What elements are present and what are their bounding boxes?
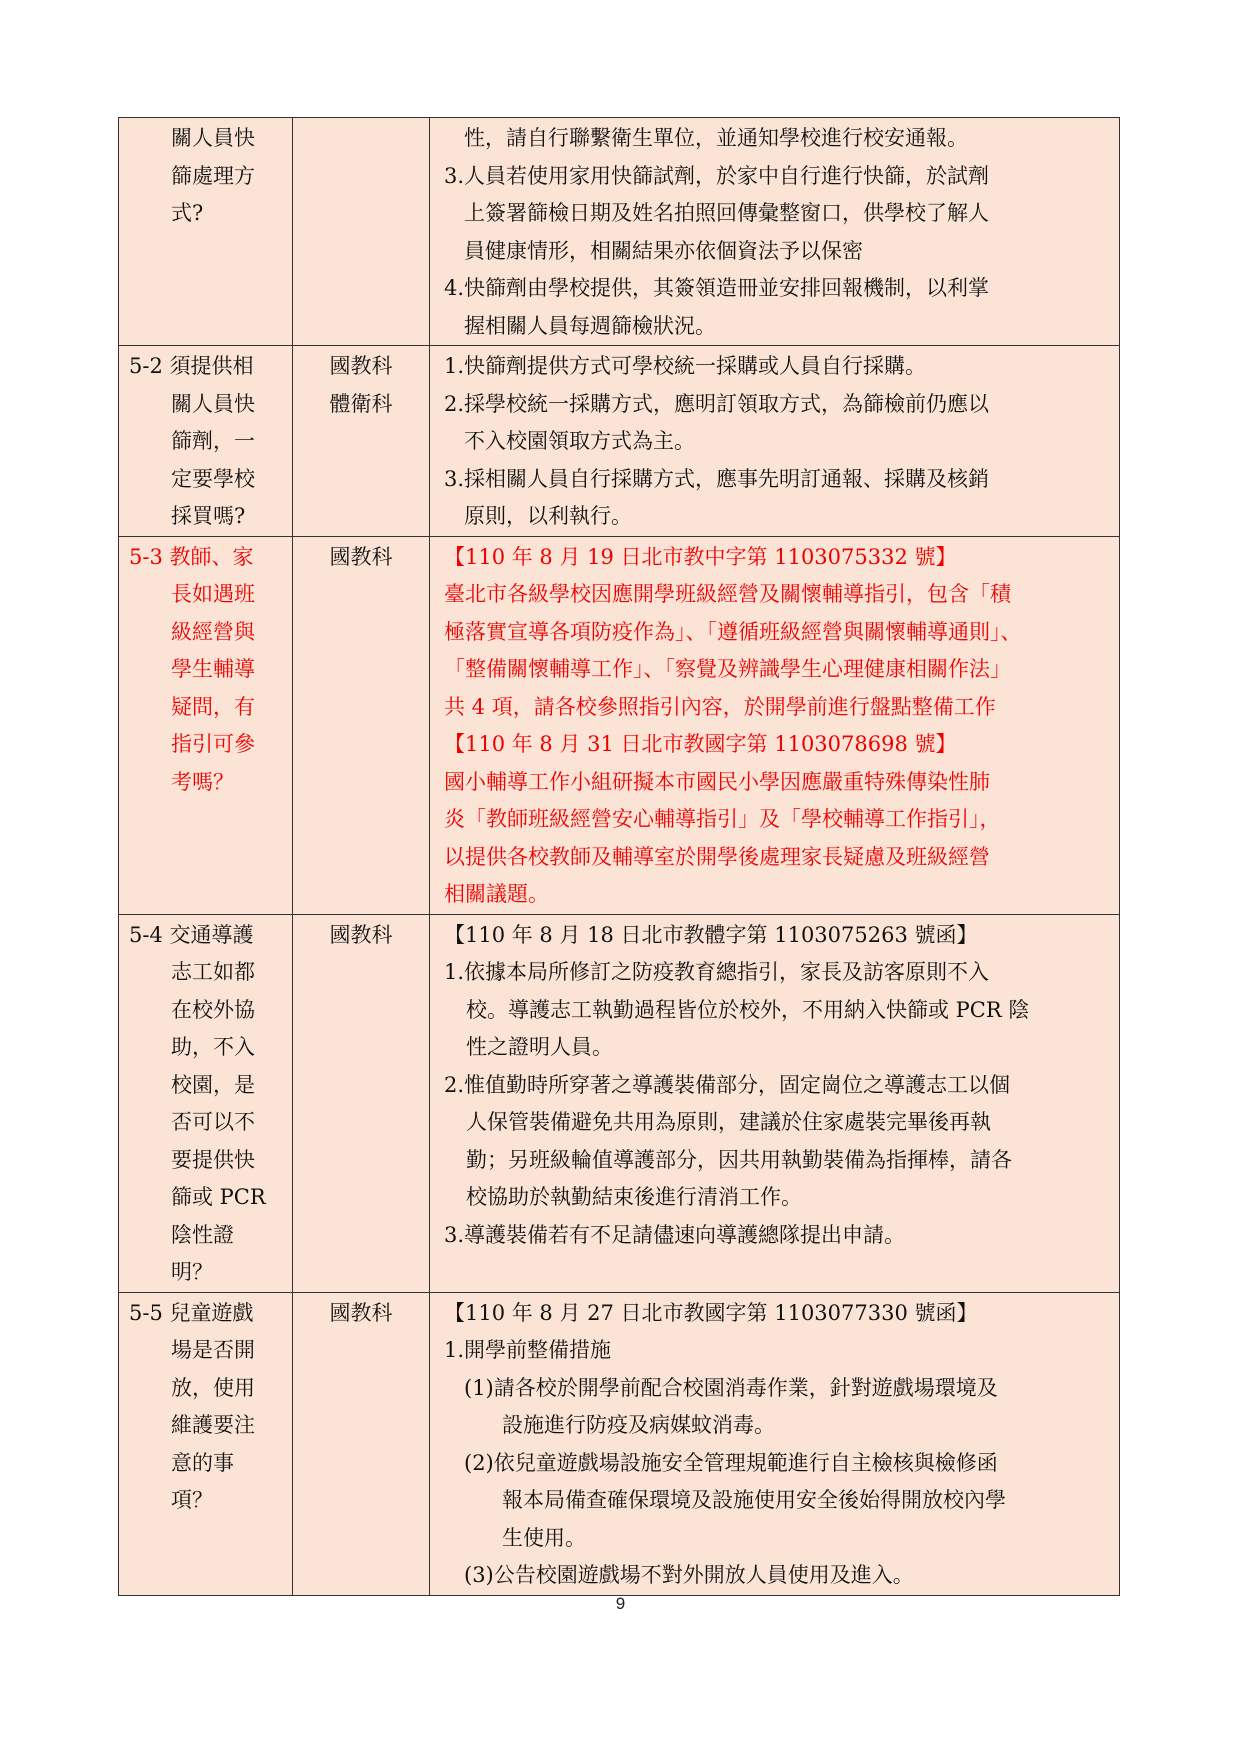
question-line: 5-5 兒童遊戲 xyxy=(129,1300,254,1325)
question-line: 否可以不 xyxy=(171,1110,255,1134)
question-line: 篩劑，一 xyxy=(171,429,255,453)
answer-line: 4.快篩劑由學校提供，其簽領造冊並安排回報機制，以利掌 xyxy=(444,276,990,300)
question-line: 場是否開 xyxy=(171,1338,255,1362)
answer-line: 握相關人員每週篩檢狀況。 xyxy=(464,313,716,338)
question-line: 助，不入 xyxy=(171,1035,255,1059)
question-line: 定要學校 xyxy=(171,466,255,491)
department-cell xyxy=(293,346,430,537)
department-cell xyxy=(293,914,430,1292)
question-line: 長如遇班 xyxy=(171,582,255,606)
answer-line: 校。導護志工執勤過程皆位於校外，不用納入快篩或 PCR 陰 xyxy=(466,997,1030,1022)
answer-line: 1.快篩劑提供方式可學校統一採購或人員自行採購。 xyxy=(444,354,927,378)
department-name: 體衛科 xyxy=(329,391,393,416)
answer-line: 人保管裝備避免共用為原則，建議於住家處裝完畢後再執 xyxy=(466,1110,991,1134)
table-row xyxy=(119,118,1120,346)
question-line: 在校外協 xyxy=(171,997,255,1022)
answer-line: 性之證明人員。 xyxy=(466,1035,613,1059)
question-line: 考嗎？ xyxy=(171,769,234,794)
answer-line: 1.依據本局所修訂之防疫教育總指引，家長及訪客原則不入 xyxy=(444,960,990,984)
answer-cell xyxy=(430,1292,1120,1595)
answer-cell xyxy=(430,118,1120,346)
question-line: 志工如都 xyxy=(171,960,255,984)
question-line: 關人員快 xyxy=(171,126,255,150)
answer-line: 性，請自行聯繫衛生單位，並通知學校進行校安通報。 xyxy=(464,126,968,150)
answer-line: 2.採學校統一採購方式，應明訂領取方式，為篩檢前仍應以 xyxy=(444,391,990,416)
question-line: 關人員快 xyxy=(171,391,255,416)
answer-line: 生使用。 xyxy=(502,1525,586,1550)
faq-table xyxy=(118,117,1120,1596)
department-name: 國教科 xyxy=(329,544,393,569)
question-cell xyxy=(119,1292,293,1595)
question-line: 維護要注 xyxy=(171,1413,255,1437)
answer-line: (3)公告校園遊戲場不對外開放人員使用及進入。 xyxy=(464,1563,914,1587)
table-row xyxy=(119,1292,1120,1595)
answer-cell xyxy=(430,536,1120,914)
page-number: 9 xyxy=(615,1594,626,1613)
question-line: 5-3 教師、家 xyxy=(129,544,254,569)
table-row xyxy=(119,346,1120,537)
answer-line: 【110 年 8 月 27 日北市教國字第 1103077330 號函】 xyxy=(444,1300,978,1325)
answer-line: 上簽署篩檢日期及姓名拍照回傳彙整窗口，供學校了解人 xyxy=(464,201,989,225)
answer-line: 共 4 項，請各校參照指引內容，於開學前進行盤點整備工作 xyxy=(444,694,996,719)
answer-cell xyxy=(430,346,1120,537)
question-line: 要提供快 xyxy=(171,1147,255,1172)
answer-line: 校協助於執勤結束後進行清消工作。 xyxy=(466,1185,802,1209)
question-line: 級經營與 xyxy=(171,619,255,644)
answer-line: 報本局備查確保環境及設施使用安全後始得開放校內學 xyxy=(502,1488,1006,1512)
table-row xyxy=(119,914,1120,1292)
answer-line: 炎「教師班級經營安心輔導指引」及「學校輔導工作指引」， xyxy=(444,807,1001,831)
answer-line: 不入校園領取方式為主。 xyxy=(464,429,695,453)
answer-line: 勤；另班級輪值導護部分，因共用執勤裝備為指揮棒，請各 xyxy=(466,1147,1012,1172)
question-line: 項？ xyxy=(171,1488,213,1512)
answer-line: 員健康情形，相關結果亦依個資法予以保密 xyxy=(464,238,863,263)
answer-line: 3.導護裝備若有不足請儘速向導護總隊提出申請。 xyxy=(444,1222,906,1247)
question-line: 5-2 須提供相 xyxy=(129,354,254,378)
question-line: 疑問，有 xyxy=(171,694,255,719)
answer-line: 3.人員若使用家用快篩試劑，於家中自行進行快篩，於試劑 xyxy=(444,163,990,188)
question-cell xyxy=(119,914,293,1292)
answer-line: 【110 年 8 月 19 日北市教中字第 1103075332 號】 xyxy=(444,544,957,569)
question-line: 校園，是 xyxy=(171,1072,255,1097)
answer-line: 【110 年 8 月 18 日北市教體字第 1103075263 號函】 xyxy=(444,922,978,947)
answer-line: 國小輔導工作小組研擬本市國民小學因應嚴重特殊傳染性肺 xyxy=(444,769,990,794)
question-line: 式? xyxy=(171,201,204,225)
answer-line: 原則，以利執行。 xyxy=(464,504,632,528)
answer-line: 1.開學前整備措施 xyxy=(444,1338,612,1362)
answer-line: 【110 年 8 月 31 日北市教國字第 1103078698 號】 xyxy=(444,732,957,756)
question-line: 放，使用 xyxy=(171,1375,255,1400)
table-row xyxy=(119,536,1120,914)
department-cell xyxy=(293,118,430,346)
question-line: 5-4 交通導護 xyxy=(129,922,254,947)
department-name: 國教科 xyxy=(329,1300,393,1325)
question-line: 明？ xyxy=(171,1260,213,1284)
answer-line: 極落實宣導各項防疫作為」、「遵循班級經營與關懷輔導通則」、 xyxy=(444,619,1022,644)
department-name: 國教科 xyxy=(329,354,393,378)
question-line: 採買嗎? xyxy=(171,504,246,528)
question-line: 陰性證 xyxy=(171,1222,234,1247)
question-line: 指引可參 xyxy=(171,732,255,756)
question-cell xyxy=(119,536,293,914)
question-line: 學生輔導 xyxy=(171,657,255,681)
question-cell xyxy=(119,346,293,537)
question-line: 篩或 PCR xyxy=(171,1185,266,1209)
answer-line: 設施進行防疫及病媒蚊消毒。 xyxy=(502,1413,775,1437)
question-line: 篩處理方 xyxy=(171,163,255,188)
answer-line: 臺北市各級學校因應開學班級經營及關懷輔導指引，包含「積 xyxy=(444,582,1011,606)
department-cell xyxy=(293,1292,430,1595)
answer-line: 「整備關懷輔導工作」、「察覺及辨識學生心理健康相關作法」 xyxy=(444,657,1011,681)
answer-line: 以提供各校教師及輔導室於開學後處理家長疑慮及班級經營 xyxy=(444,844,990,869)
question-cell xyxy=(119,118,293,346)
department-name: 國教科 xyxy=(329,922,393,947)
answer-line: (1)請各校於開學前配合校園消毒作業，針對遊戲場環境及 xyxy=(464,1375,998,1400)
question-line: 意的事 xyxy=(171,1450,234,1475)
answer-line: (2)依兒童遊戲場設施安全管理規範進行自主檢核與檢修函 xyxy=(464,1450,998,1475)
department-cell xyxy=(293,536,430,914)
answer-cell xyxy=(430,914,1120,1292)
answer-line: 2.惟值勤時所穿著之導護裝備部分，固定崗位之導護志工以個 xyxy=(444,1072,1011,1097)
answer-line: 相關議題。 xyxy=(444,882,549,906)
answer-line: 3.採相關人員自行採購方式，應事先明訂通報、採購及核銷 xyxy=(444,466,990,491)
